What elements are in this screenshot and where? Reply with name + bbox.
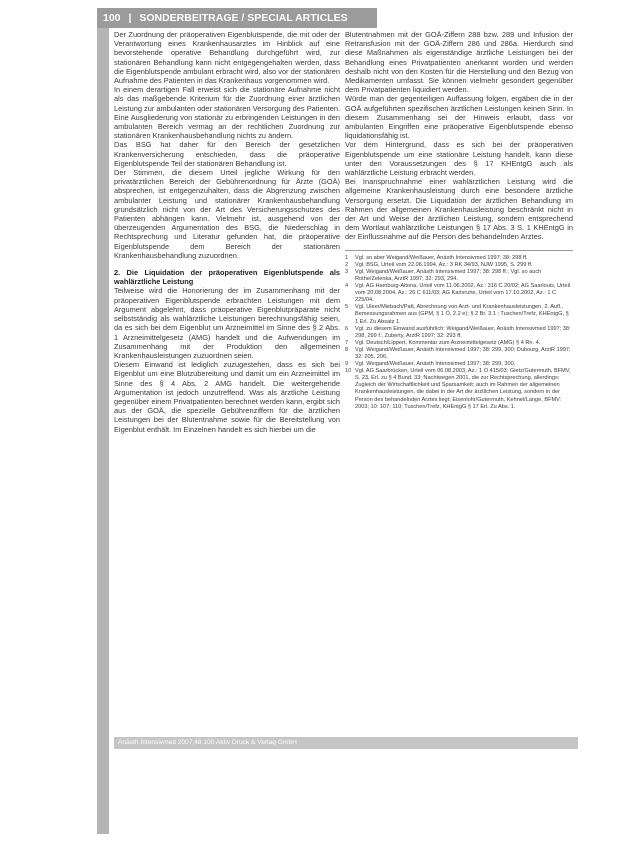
paragraph: Bei Inanspruchnahme einer wahlärztlichen Leistung wird die allgemeine Krankenhausleistung durch eine besondere ärztliche Versorgung ersetzt. Die Liquidation der ärztlichen Behandlung im Rahmen der allgemeinen Krankenhausleistung beschränkt nicht in der Art und Weise der ärztlichen Leistung, sondern entsprechend dem Wortlaut wahlärztliche Leistungen § 17 Abs. 3 S. 1 KHEntgG in der Einflussnahme auf die Person des behandelnden Arztes. [345, 177, 573, 242]
footnote-text: Vgl. AG Hamburg-Altona, Urteil vom 11.06.2002, Az.: 316 C 20/02; AG Saarlouis, Urteil vom 20.08.2004, Az.: 26 C 611/03; AG Karlsruhe, Urteil vom 17.10.2002, Az.: 1 C 225/04. [355, 283, 571, 304]
section-heading: 2. Die Liquidation der präoperativen Eigenblutspende als wahlärztliche Leistung [114, 268, 340, 287]
page-number: 100 [103, 12, 121, 24]
footnote-number: 4 [345, 283, 349, 290]
footnote [345, 361, 573, 368]
footnote [345, 283, 573, 304]
footnote-number: 1 [345, 254, 349, 261]
footnote-number: 3 [345, 268, 349, 275]
section-title: SONDERBEITRAGE / SPECIAL ARTICLES [139, 12, 348, 24]
paragraph: Das BSG hat daher für den Bereich der gesetzlichen Krankenversicherung entschieden, dass die präoperative Eigenblutspende Teil der stationären Behandlung ist. [114, 140, 340, 168]
footnote-number: 9 [345, 361, 349, 368]
paragraph: Diesem Einwand ist lediglich zuzugestehen, dass es sich bei Eigenblut um eine Blutzubereitung und damit um ein Arzneimittel im Sinne des § 4 Abs. 2 AMG handelt. Die weitergehende Argumentation ist jedoch unzutreffend. Was als ärztliche Leistung gegenüber einem Privatpatienten berechnet werden kann, ergibt sich aus der GOÄ, die spezielle Gebührenziffern für die ärztlichen Leistungen bei der Blutentnahme sowie für die Bereitstellung von Eigenblut enthält. Im Einzelnen handelt es sich hierbei um die [114, 360, 340, 434]
paragraph: Teilweise wird die Honorierung der im Zusammenhang mit der präoperativen Eigenblutspende erbrachten Leistungen mit dem Argument abgelehnt, dass präoperative Eigenblutpräparate nicht selbstständig als wahlärztliche Leistungen berechnungsfähig seien, da es sich bei dem Eigenblut um Arzneimittel im Sinne des § 2 Abs. 1 Arzneimittelgesetz (AMG) handelt und die Aufwendungen im Zusammenhang mit der Produktion den allgemeinen Krankenhausleistungen zuzuordnen seien. [114, 286, 340, 360]
footnote [345, 269, 573, 283]
footnote [345, 347, 573, 361]
page-header [97, 8, 377, 28]
left-column [114, 30, 340, 434]
paragraph: In einem derartigen Fall erweist sich die stationäre Aufnahme nicht als das maßgebende Kriterium für die Zuordnung einer ärztlichen Leistung zur ambulanten oder stationären Versorgung des Patienten. Eine Ausgliederung von stationär zu erbringenden Leistungen in den ambulanten Bereich vermag an der rechtlichen Zuordnung zur stationären Krankenhausbehandlung nichts zu ändern. [114, 85, 340, 141]
footnote-text: Vgl. Uleer/Miebach/Patt, Abrechnung von Arzt- und Krankenhausleistungen, 2. Aufl., Bemessungsrahmen aus (GPM, § 1 Ö, 2.2 e); § 2 Br. 3.1 ; Tuschen/Trefz, KHEntgG, § 1 Erl. Zu Absatz 1. [355, 304, 569, 325]
footnote [345, 255, 573, 262]
footnote-number: 10 [345, 368, 352, 375]
paragraph: Der Stimmen, die diesem Urteil jegliche Wirkung für den privatärztlichen Bereich der Gebührenordnung für Ärzte (GOÄ) absprechen, ist entgegenzuhalten, dass die Abgrenzung zwischen ambulanter Leistung und stationärer Krankenhausbehandlung grundsätzlich nicht von der Art des Versicherungsschutzes des Patienten abhängen kann. Vielmehr ist, ausgehend von der überzeugenden Argumentation des BSG, die Niederschlag in Rechtsprechung und Literatur gefunden hat, die präoperative Eigenblutspende dem Bereich der stationären Krankenhausbehandlung zuzuordnen. [114, 168, 340, 260]
footnote-number: 5 [345, 304, 349, 311]
footnote-number: 7 [345, 339, 349, 346]
paragraph: Würde man der gegenteiligen Auffassung folgen, ergäben die in der GOÄ aufgeführten spezifischen ärztlichen Leistungen keinen Sinn. In diesem Zusammenhang sei der Hinweis erlaubt, dass vor ambulanten Eingriffen eine präoperative Eigenblutspende ebenso liquidationsfähig ist. [345, 94, 573, 141]
right-column [345, 30, 573, 411]
footnote-text: Vgl. zu diesem Einwand ausführlich: Weigand/Weißauer, Anästh Intensivmed 1997; 38: 298, 299 f.; Zuberty, ArztR 1997; 32: 293 ff. [355, 325, 571, 339]
footnotes [345, 250, 573, 411]
paragraph: Vor dem Hintergrund, dass es sich bei der präoperativen Eigenblutspende um eine stationäre Leistung handelt, kann diese unter den Voraussetzungen des § 17 KHEntgG auch als wahlärztliche Leistung erbracht werden. [345, 140, 573, 178]
footnote [345, 368, 573, 411]
footnote-text: Vgl. BSG, Urteil vom 22.06.1994, Az.: 3 RK 34/93, NJW 1995, S. 299 ff. [355, 261, 533, 268]
footnote-text: Vgl. so aber Weigand/Weißauer, Anästh Intensivmed 1997; 38: 298 ff. [355, 254, 528, 261]
footnote [345, 262, 573, 269]
header-separator: | [128, 12, 132, 24]
footnote-number: 6 [345, 325, 349, 332]
footnote [345, 340, 573, 347]
footnote-number: 2 [345, 261, 349, 268]
sidebar-strip [97, 28, 109, 834]
paragraph: Blutentnahmen mit der GOÄ-Ziffern 288 bzw. 289 und Infusion der Retransfusion mit der GOÄ-Ziffern 286 und 286a. Hierdurch sind diese Maßnahmen als eigenständige ärztliche Leistungen bei der Behandlung eines Privatpatienten anerkannt worden und werden deshalb nicht von den Kosten für die Herstellung und den Bezug von Medikamenten umfasst. Sie können vielmehr gesondert gegenüber dem Privatpatienten liquidiert werden. [345, 30, 573, 95]
footnote-text: Vgl. Weigand/Weißauer, Anästh Intensivmed 1997; 38: 299, 300; Dubourg, ArztR 1997; 32: 205, 206. [355, 346, 571, 360]
footnote-text: Vgl. Weigand/Weißauer, Anästh Intensivmed 1997; 38: 299, 300. [355, 361, 516, 368]
footnote [345, 304, 573, 325]
footnote-text: Vgl. AG Saarbrücken, Urteil vom 06.08.2003, Az.: 1 O 415/03; Gietz/Gutermuth, BFMV, S. 23, Erl. zu § 4 Bund. 33; Nachtwegen 2001, die zur Rechtsprechung, allerdings: Zugleich der Wirtschaftlichkeit und Sparsamkeit; auch im Rahmen der allgemeinen Krankenhausleistungen, die dabei in der Art der ärztlichen Leistung, sondern in der Person des behandelnden Arztes liegt; Eisenlohr/Gutermuth, Kehnel/Lange, BFMV: 2003; 10: 107; 110; Tuschen/Trefz, KHEntgG § 17 Erl. Zu Abs. 1. [355, 368, 571, 410]
footnote-text: Vgl. Deutsch/Lippert, Kommentar zum Arzneimittelgesetz (AMG) § 4 Rn. 4. [355, 339, 541, 346]
footnote [345, 326, 573, 340]
footnote-text: Vgl. Weigand/Weißauer, Anästh Intensivmed 1997; 38: 298 ff.; Vgl. so auch Rothe/Zelenka, ArztR 1997; 32: 293, 294. [355, 268, 542, 282]
footnote-number: 8 [345, 346, 349, 353]
paragraph: Der Zuordnung der präoperativen Eigenblutspende, die mit oder der Verantwortung eines Krankenhausarztes im Hinblick auf eine bevorstehende operative Behandlung durchgeführt wird, zur stationären Behandlung kann nicht entgegengehalten werden, dass die Eigenblutspende ambulant erbracht wird, also vor der stationären Aufnahme des Patienten in das Krankenhaus vorgenommen wird. [114, 30, 340, 86]
footer-band: Anästh Intensivmed 2007;48:100 Aktiv Druck & Verlag GmbH [114, 737, 578, 749]
